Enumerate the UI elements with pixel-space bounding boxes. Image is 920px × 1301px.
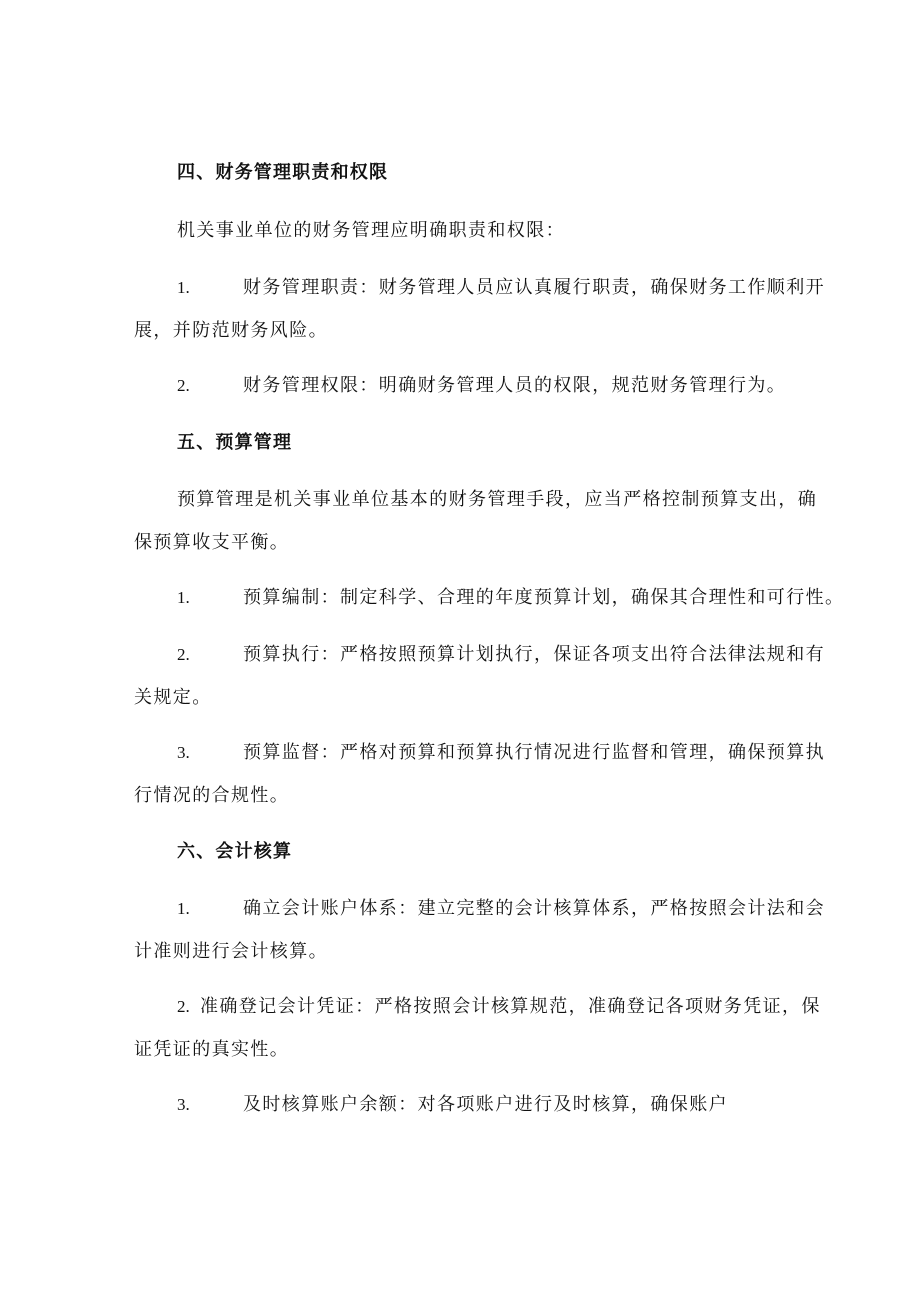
list-item-text-continued: 证凭证的真实性。 [134, 1039, 290, 1060]
list-item-number: 1. [177, 899, 190, 918]
list-item-text-continued: 关规定。 [134, 687, 212, 708]
list-item-number: 3. [177, 743, 190, 762]
list-item-text-continued: 行情况的合规性。 [134, 785, 290, 806]
section-heading-4: 四、财务管理职责和权限 [177, 162, 389, 183]
list-item-number: 2. [177, 645, 190, 664]
list-item-text: 预算监督：严格对预算和预算执行情况进行监督和管理，确保预算执 [243, 742, 825, 763]
list-item-number: 2. [177, 376, 190, 395]
section-intro-4: 机关事业单位的财务管理应明确职责和权限： [177, 220, 565, 241]
list-item-text-continued: 展，并防范财务风险。 [134, 320, 328, 341]
section-heading-6: 六、会计核算 [177, 841, 293, 862]
list-item-text: 确立会计账户体系：建立完整的会计核算体系，严格按照会计法和会 [243, 898, 825, 919]
list-item-number: 1. [177, 588, 190, 607]
list-item-text: 财务管理职责：财务管理人员应认真履行职责，确保财务工作顺利开 [243, 277, 825, 298]
list-item-text: 及时核算账户余额：对各项账户进行及时核算，确保账户 [243, 1094, 728, 1115]
section-intro-5-continued: 保预算收支平衡。 [134, 532, 290, 553]
list-item-text-continued: 计准则进行会计核算。 [134, 941, 328, 962]
list-item-text: 准确登记会计凭证：严格按照会计核算规范，准确登记各项财务凭证，保 [200, 996, 821, 1017]
section-intro-5: 预算管理是机关事业单位基本的财务管理手段，应当严格控制预算支出，确 [177, 489, 818, 510]
list-item-text: 预算执行：严格按照预算计划执行，保证各项支出符合法律法规和有 [243, 644, 825, 665]
list-item-text: 预算编制：制定科学、合理的年度预算计划，确保其合理性和可行性。 [243, 587, 845, 608]
list-item-number: 3. [177, 1095, 190, 1114]
section-heading-5: 五、预算管理 [177, 432, 293, 453]
list-item-number: 1. [177, 278, 190, 297]
list-item-text: 财务管理权限：明确财务管理人员的权限，规范财务管理行为。 [243, 375, 787, 396]
list-item-number: 2. [177, 997, 190, 1016]
